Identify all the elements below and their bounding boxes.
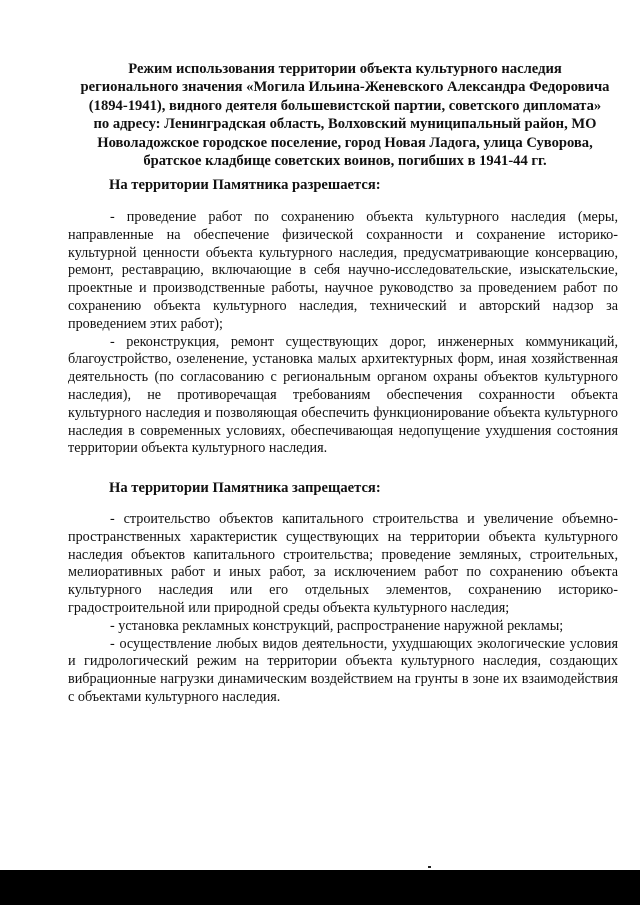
- scan-bottom-edge: [0, 870, 640, 905]
- title-line-4: по адресу: Ленинградская область, Волховский муниципальный район, МО: [93, 116, 597, 133]
- allowed-item-conservation: - проведение работ по сохранению объекта культурного наследия (меры, направленные на обеспечение физической сохранности и сохранение историко-культурной ценности объекта культурного наследия, предусматривающие консервацию, ремонт, реставрацию, включающие в себя научно-исследовательские, изыскательские, проектные и производственные работы, научное руководство за проведением работ по сохранению объекта культурного наследия, технический и авторский надзор за проведением этих работ);: [68, 209, 618, 332]
- document-title: [62, 60, 628, 170]
- title-line-5: Новоладожское городское поселение, город Новая Ладога, улица Суворова,: [97, 134, 593, 151]
- scan-speck: [428, 866, 431, 868]
- title-line-6: братское кладбище советских воинов, погибших в 1941-44 гг.: [143, 153, 547, 170]
- allowed-item-reconstruction: - реконструкция, ремонт существующих дорог, инженерных коммуникаций, благоустройство, озеленение, установка малых архитектурных форм, иная хозяйственная деятельность (по согласованию с региональным органом охраны объектов культурного наследия), не противоречащая требованиям обеспечения сохранности объекта культурного наследия и позволяющая обеспечить функционирование объекта культурного наследия в современных условиях, обеспечивающая недопущение ухудшения состояния территории объекта культурного наследия.: [68, 333, 618, 457]
- title-line-3: (1894-1941), видного деятеля большевистской партии, советского дипломата»: [88, 97, 602, 114]
- allowed-list: [68, 209, 618, 458]
- forbidden-heading: На территории Памятника запрещается:: [109, 480, 381, 496]
- allowed-heading: На территории Памятника разрешается:: [109, 177, 381, 193]
- title-line-2: регионального значения «Могила Ильина-Женевского Александра Федоровича: [80, 79, 610, 96]
- forbidden-item-advertising: - установка рекламных конструкций, распространение наружной рекламы;: [110, 617, 564, 634]
- forbidden-item-activities: - осуществление любых видов деятельности, ухудшающих экологические условия и гидрологический режим на территории объекта культурного наследия, создающих вибрационные нагрузки динамическим воздействием на грунты в зоне их взаимодействия с объектами культурного наследия.: [68, 635, 618, 705]
- title-line-1: Режим использования территории объекта культурного наследия: [128, 61, 562, 77]
- forbidden-item-construction: - строительство объектов капитального строительства и увеличение объемно-пространственных характеристик существующих на территории объекта культурного наследия объектов капитального строительства; проведение земляных, строительных, мелиоративных работ и иных работ, за исключением работ по сохранению объекта культурного наследия или его отдельных элементов, сохранению историко-градостроительной или природной среды объекта культурного наследия;: [68, 511, 618, 616]
- forbidden-list: [68, 511, 618, 707]
